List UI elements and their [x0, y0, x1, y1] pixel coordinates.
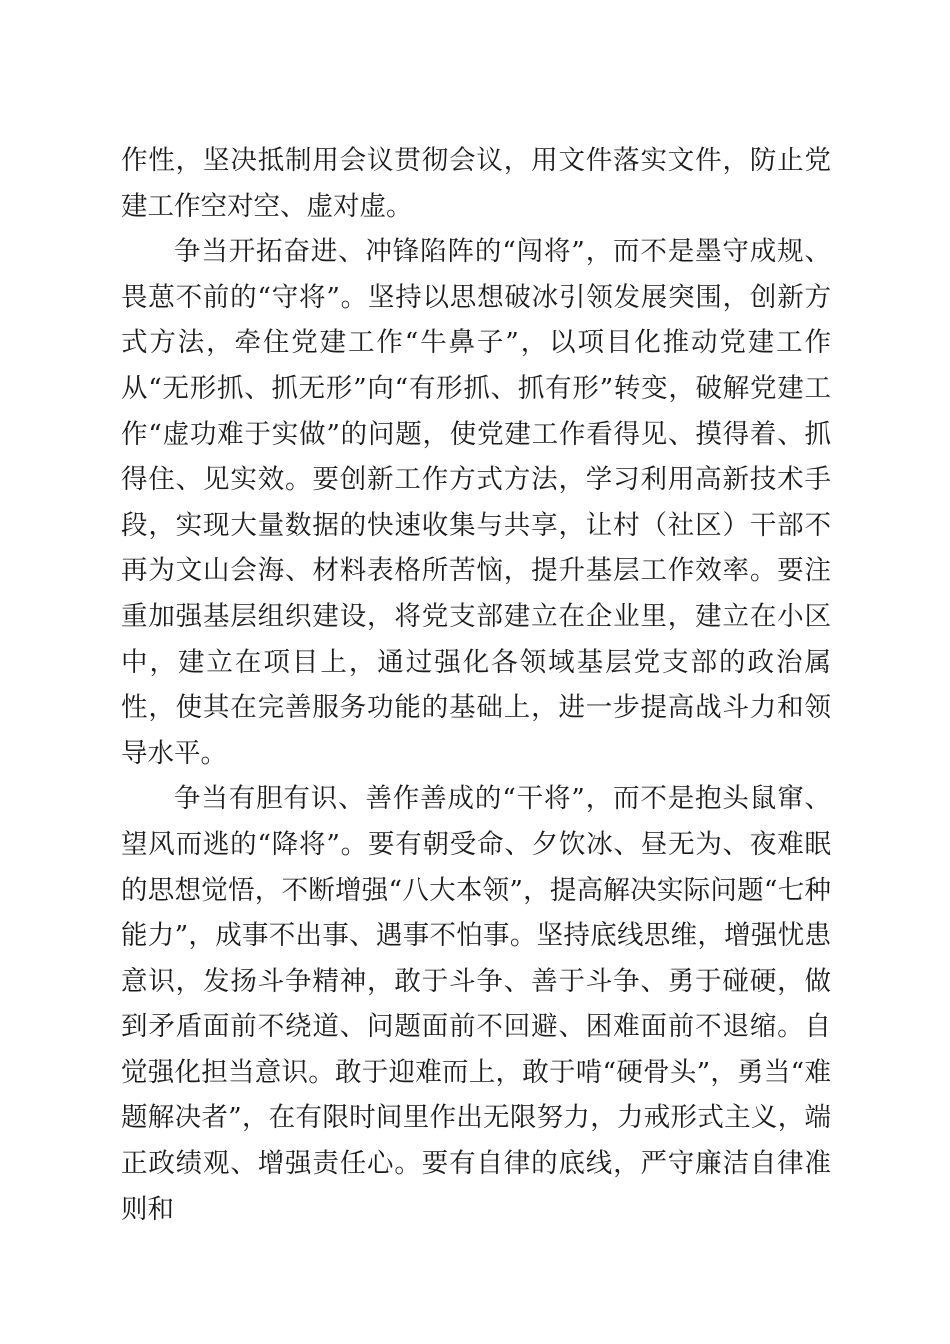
- document-body: [121, 138, 831, 1232]
- paragraph-capable-general: 争当有胆有识、善作善成的“干将”，而不是抱头鼠窜、望风而逃的“降将”。要有朝受命、夕饮冰、昼无为、夜难眠的思想觉悟，不断增强“八大本领”，提高解决实际问题“七种能力”，成事不出事、遇事不怕事。坚持底线思维，增强忧患意识，发扬斗争精神，敢于斗争、善于斗争、勇于碰硬，做到矛盾面前不绕道、问题面前不回避、困难面前不退缩。自觉强化担当意识。敢于迎难而上，敢于啃“硬骨头”，勇当“难题解决者”，在有限时间里作出无限努力，力戒形式主义，端正政绩观、增强责任心。要有自律的底线，严守廉洁自律准则和: [121, 783, 831, 1225]
- paragraph-continuation: 作性，坚决抵制用会议贯彻会议，用文件落实文件，防止党建工作空对空、虚对虚。: [121, 145, 831, 222]
- paragraph-pioneer-general: 争当开拓奋进、冲锋陷阵的“闯将”，而不是墨守成规、畏葸不前的“守将”。坚持以思想破冰引领发展突围，创新方式方法，牵住党建工作“牛鼻子”，以项目化推动党建工作从“无形抓、抓无形”向“有形抓、抓有形”转变，破解党建工作“虚功难于实做”的问题，使党建工作看得见、摸得着、抓得住、见实效。要创新工作方式方法，学习利用高新技术手段，实现大量数据的快速收集与共享，让村（社区）干部不再为文山会海、材料表格所苦恼，提升基层工作效率。要注重加强基层组织建设，将党支部建立在企业里，建立在小区中，建立在项目上，通过强化各领域基层党支部的政治属性，使其在完善服务功能的基础上，进一步提高战斗力和领导水平。: [121, 236, 831, 769]
